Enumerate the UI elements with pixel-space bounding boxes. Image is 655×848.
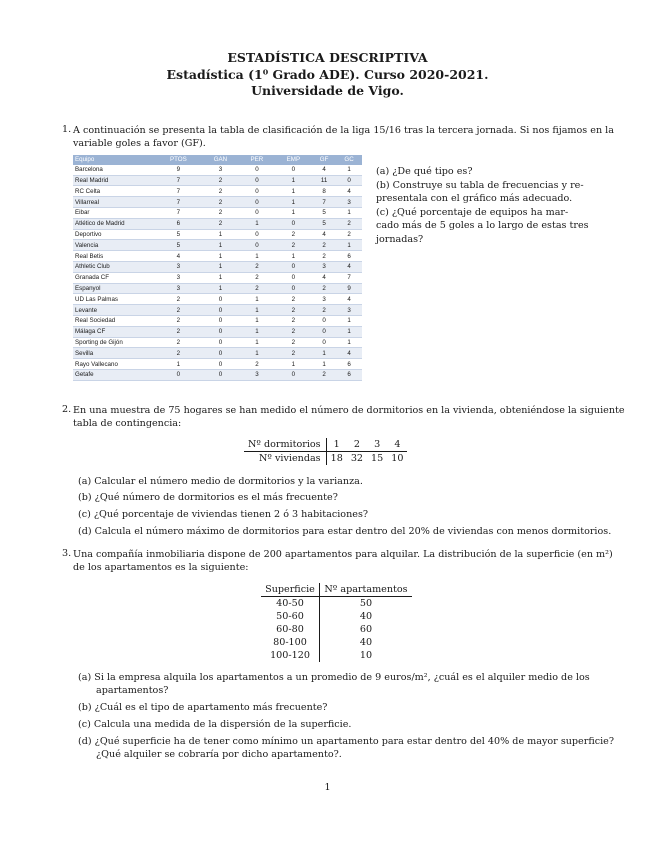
- stat-cell: 0: [239, 186, 275, 197]
- stat-cell: 0: [239, 197, 275, 208]
- header-cell: GC: [336, 155, 362, 165]
- stat-cell: 4: [155, 251, 202, 262]
- stat-cell: 4: [312, 165, 336, 175]
- stat-cell: 0: [202, 315, 239, 326]
- team-name-cell: Getafe: [73, 369, 155, 380]
- header-cell: PER: [239, 155, 275, 165]
- team-name-cell: Málaga CF: [73, 326, 155, 337]
- stat-cell: 2: [202, 197, 239, 208]
- stat-cell: 0: [202, 359, 239, 370]
- league-table-row: [73, 229, 362, 240]
- dormitorios-label: Nº dormitorios: [244, 438, 326, 452]
- stat-cell: 0: [275, 283, 312, 294]
- q3-option-a-line1: (a) Si la empresa alquila los apartamentos a un promedio de 9 euros/m², ¿cuál es el alquiler medio de los: [78, 672, 590, 683]
- stat-cell: 2: [336, 218, 362, 229]
- league-table-row: [73, 240, 362, 251]
- stat-cell: 1: [275, 207, 312, 218]
- stat-cell: 6: [336, 359, 362, 370]
- header-cell: EMP: [275, 155, 312, 165]
- stat-cell: 3: [155, 272, 202, 283]
- viviendas-label: Nº viviendas: [244, 452, 326, 466]
- q3-text-line1: Una compañía inmobiliaria dispone de 200 apartamentos para alquilar. La distribución de la superficie (en m²): [73, 549, 613, 560]
- stat-cell: 2: [155, 348, 202, 359]
- stat-cell: 1: [239, 305, 275, 316]
- stat-cell: 0: [202, 369, 239, 380]
- header-cell: GF: [312, 155, 336, 165]
- superficie-cell: 80-100: [261, 636, 320, 649]
- stat-cell: 2: [275, 326, 312, 337]
- stat-cell: 3: [239, 369, 275, 380]
- stat-cell: 2: [155, 326, 202, 337]
- dormitorios-table: [244, 438, 407, 465]
- team-name-cell: Villarreal: [73, 197, 155, 208]
- superficie-row: [261, 597, 412, 611]
- header-cell: Nº apartamentos: [320, 583, 413, 597]
- stat-cell: 1: [312, 359, 336, 370]
- viviendas-value: 10: [391, 453, 404, 464]
- stat-cell: 1: [275, 359, 312, 370]
- stat-cell: 2: [275, 348, 312, 359]
- q1-text-line2: variable goles a favor (GF).: [73, 138, 206, 149]
- stat-cell: 2: [239, 261, 275, 272]
- stat-cell: 1: [202, 240, 239, 251]
- stat-cell: 2: [275, 305, 312, 316]
- stat-cell: 2: [275, 315, 312, 326]
- apartamentos-cell: 60: [359, 624, 373, 635]
- team-name-cell: Eibar: [73, 207, 155, 218]
- league-table-row: [73, 359, 362, 370]
- stat-cell: 1: [239, 326, 275, 337]
- superficie-cell: 100-120: [261, 649, 320, 662]
- stat-cell: 5: [155, 240, 202, 251]
- stat-cell: 1: [202, 251, 239, 262]
- q1-option-c-line2: cado más de 5 goles a lo largo de estas tres: [376, 220, 589, 231]
- stat-cell: 2: [312, 251, 336, 262]
- stat-cell: 1: [336, 326, 362, 337]
- stat-cell: 4: [336, 186, 362, 197]
- stat-cell: 3: [336, 305, 362, 316]
- league-table-row: [73, 218, 362, 229]
- team-name-cell: Barcelona: [73, 165, 155, 175]
- stat-cell: 1: [202, 229, 239, 240]
- document-title: ESTADÍSTICA DESCRIPTIVA: [227, 50, 428, 65]
- league-table-row: [73, 337, 362, 348]
- viviendas-value: 15: [371, 453, 384, 464]
- page-number: 1: [324, 782, 331, 793]
- stat-cell: 4: [336, 261, 362, 272]
- league-table-row: [73, 283, 362, 294]
- league-table-row: [73, 315, 362, 326]
- team-name-cell: Valencia: [73, 240, 155, 251]
- viviendas-row: [244, 452, 407, 466]
- team-name-cell: Athletic Club: [73, 261, 155, 272]
- league-table-row: [73, 175, 362, 186]
- stat-cell: 1: [155, 359, 202, 370]
- league-table-row: [73, 165, 362, 175]
- stat-cell: 2: [202, 207, 239, 218]
- dormitorios-value: 3: [367, 438, 387, 452]
- q3-option-c: (c) Calcula una medida de la dispersión de la superficie.: [78, 719, 352, 730]
- q3-option-a-line2: apartamentos?: [96, 685, 169, 696]
- stat-cell: 1: [202, 272, 239, 283]
- stat-cell: 3: [155, 283, 202, 294]
- stat-cell: 0: [239, 175, 275, 186]
- q1-text-line1: A continuación se presenta la tabla de clasificación de la liga 15/16 tras la tercera jornada. Si nos fijamos en la: [73, 125, 614, 136]
- league-table-row: [73, 369, 362, 380]
- stat-cell: 2: [312, 369, 336, 380]
- stat-cell: 2: [202, 175, 239, 186]
- stat-cell: 2: [202, 218, 239, 229]
- league-table: [73, 155, 362, 381]
- stat-cell: 1: [239, 251, 275, 262]
- stat-cell: 7: [155, 197, 202, 208]
- q3-option-b: (b) ¿Cuál es el tipo de apartamento más frecuente?: [78, 702, 328, 713]
- league-table-row: [73, 272, 362, 283]
- stat-cell: 1: [239, 315, 275, 326]
- stat-cell: 11: [312, 175, 336, 186]
- dormitorios-value: 1: [326, 438, 347, 452]
- header-cell: GAN: [202, 155, 239, 165]
- team-name-cell: Real Sociedad: [73, 315, 155, 326]
- apartamentos-cell: 10: [359, 650, 373, 661]
- stat-cell: 0: [275, 261, 312, 272]
- stat-cell: 0: [336, 175, 362, 186]
- stat-cell: 3: [155, 261, 202, 272]
- q1-option-c-line1: (c) ¿Qué porcentaje de equipos ha mar-: [376, 206, 569, 218]
- stat-cell: 4: [336, 294, 362, 305]
- team-name-cell: Real Betis: [73, 251, 155, 262]
- stat-cell: 7: [155, 207, 202, 218]
- stat-cell: 0: [275, 272, 312, 283]
- league-table-row: [73, 197, 362, 208]
- apartamentos-cell: 40: [359, 611, 373, 622]
- q2-option-a: (a) Calcular el número medio de dormitorios y la varianza.: [78, 476, 363, 487]
- team-name-cell: RC Celta: [73, 186, 155, 197]
- stat-cell: 0: [202, 348, 239, 359]
- stat-cell: 1: [239, 337, 275, 348]
- stat-cell: 0: [202, 337, 239, 348]
- stat-cell: 2: [336, 229, 362, 240]
- stat-cell: 0: [312, 326, 336, 337]
- superficie-cell: 50-60: [261, 610, 320, 623]
- q3-option-d-line2: ¿Qué alquiler se cobraría por dicho apartamento?.: [96, 749, 342, 760]
- stat-cell: 7: [155, 186, 202, 197]
- superficie-cell: 60-80: [261, 623, 320, 636]
- stat-cell: 4: [312, 272, 336, 283]
- stat-cell: 2: [155, 305, 202, 316]
- stat-cell: 0: [239, 207, 275, 218]
- stat-cell: 0: [312, 315, 336, 326]
- q1-options: [376, 165, 606, 246]
- dormitorios-value: 4: [387, 438, 407, 452]
- viviendas-value: 32: [350, 453, 364, 464]
- q3-number: 3.: [62, 548, 72, 559]
- superficie-header: [261, 583, 412, 597]
- stat-cell: 9: [155, 165, 202, 175]
- team-name-cell: Atlético de Madrid: [73, 218, 155, 229]
- stat-cell: 2: [275, 240, 312, 251]
- stat-cell: 2: [239, 359, 275, 370]
- stat-cell: 7: [336, 272, 362, 283]
- stat-cell: 1: [312, 348, 336, 359]
- stat-cell: 2: [239, 283, 275, 294]
- stat-cell: 3: [202, 165, 239, 175]
- stat-cell: 0: [202, 294, 239, 305]
- superficie-table: [261, 583, 412, 662]
- stat-cell: 1: [336, 165, 362, 175]
- stat-cell: 9: [336, 283, 362, 294]
- stat-cell: 2: [239, 272, 275, 283]
- stat-cell: 0: [312, 337, 336, 348]
- stat-cell: 1: [202, 261, 239, 272]
- league-table-header: [73, 155, 362, 165]
- stat-cell: 2: [312, 240, 336, 251]
- league-table-row: [73, 261, 362, 272]
- stat-cell: 6: [155, 218, 202, 229]
- league-table-row: [73, 251, 362, 262]
- dormitorios-value: 2: [347, 438, 367, 452]
- stat-cell: 3: [336, 197, 362, 208]
- q2-option-c: (c) ¿Qué porcentaje de viviendas tienen 2 ó 3 habitaciones?: [78, 509, 369, 520]
- stat-cell: 0: [202, 326, 239, 337]
- stat-cell: 2: [312, 283, 336, 294]
- stat-cell: 7: [155, 175, 202, 186]
- stat-cell: 5: [312, 207, 336, 218]
- team-name-cell: Sevilla: [73, 348, 155, 359]
- team-name-cell: UD Las Palmas: [73, 294, 155, 305]
- stat-cell: 0: [239, 229, 275, 240]
- stat-cell: 1: [275, 186, 312, 197]
- stat-cell: 0: [155, 369, 202, 380]
- stat-cell: 8: [312, 186, 336, 197]
- q2-text-line1: En una muestra de 75 hogares se han medido el número de dormitorios en la vivienda, obteniéndose la siguiente: [73, 405, 625, 416]
- league-table-row: [73, 348, 362, 359]
- stat-cell: 5: [312, 218, 336, 229]
- q1-option-b-line2: presentala con el gráfico más adecuado.: [376, 193, 573, 204]
- stat-cell: 5: [155, 229, 202, 240]
- team-name-cell: Levante: [73, 305, 155, 316]
- stat-cell: 0: [275, 165, 312, 175]
- apartamentos-cell: 50: [359, 598, 373, 609]
- q1-number: 1.: [62, 124, 72, 135]
- stat-cell: 0: [239, 165, 275, 175]
- team-name-cell: Rayo Vallecano: [73, 359, 155, 370]
- stat-cell: 6: [336, 251, 362, 262]
- team-name-cell: Real Madrid: [73, 175, 155, 186]
- stat-cell: 4: [336, 348, 362, 359]
- stat-cell: 2: [155, 337, 202, 348]
- superficie-cell: 40-50: [261, 597, 320, 611]
- stat-cell: 1: [275, 251, 312, 262]
- stat-cell: 1: [275, 175, 312, 186]
- stat-cell: 6: [336, 369, 362, 380]
- superficie-row: [261, 636, 412, 649]
- q1-option-b-line1: (b) Construye su tabla de frecuencias y re-: [376, 179, 584, 191]
- dormitorios-row: [244, 438, 407, 452]
- stat-cell: 2: [312, 305, 336, 316]
- q1-option-a: (a) ¿De qué tipo es?: [376, 166, 473, 177]
- q3-text-line2: de los apartamentos es la siguiente:: [73, 562, 249, 573]
- league-table-row: [73, 207, 362, 218]
- stat-cell: 1: [336, 337, 362, 348]
- league-table-row: [73, 294, 362, 305]
- q2-number: 2.: [62, 404, 72, 415]
- stat-cell: 1: [336, 240, 362, 251]
- superficie-row: [261, 610, 412, 623]
- q2-text-line2: tabla de contingencia:: [73, 418, 182, 429]
- stat-cell: 1: [239, 294, 275, 305]
- stat-cell: 7: [312, 197, 336, 208]
- stat-cell: 2: [155, 294, 202, 305]
- header-cell: Equipo: [73, 155, 155, 165]
- superficie-row: [261, 649, 412, 662]
- league-table-row: [73, 305, 362, 316]
- team-name-cell: Espanyol: [73, 283, 155, 294]
- team-name-cell: Sporting de Gijón: [73, 337, 155, 348]
- header-cell: PTOS: [155, 155, 202, 165]
- viviendas-value: 18: [330, 453, 343, 464]
- stat-cell: 1: [239, 218, 275, 229]
- stat-cell: 1: [336, 315, 362, 326]
- team-name-cell: Granada CF: [73, 272, 155, 283]
- league-table-row: [73, 186, 362, 197]
- stat-cell: 0: [239, 240, 275, 251]
- stat-cell: 2: [275, 337, 312, 348]
- q3-option-d-line1: (d) ¿Qué superficie ha de tener como mínimo un apartamento para estar dentro del 40% de mayor superficie?: [78, 736, 614, 747]
- stat-cell: 1: [275, 197, 312, 208]
- stat-cell: 2: [202, 186, 239, 197]
- university-name: Universidade de Vigo.: [251, 83, 404, 98]
- stat-cell: 0: [275, 369, 312, 380]
- stat-cell: 2: [275, 294, 312, 305]
- q2-option-d: (d) Calcula el número máximo de dormitorios para estar dentro del 20% de viviendas con menos dormitorios.: [78, 526, 612, 537]
- apartamentos-cell: 40: [359, 637, 373, 648]
- stat-cell: 4: [312, 229, 336, 240]
- course-subtitle: Estadística (1⁰ Grado ADE). Curso 2020-2021.: [166, 67, 489, 82]
- stat-cell: 1: [202, 283, 239, 294]
- stat-cell: 1: [336, 207, 362, 218]
- stat-cell: 2: [275, 229, 312, 240]
- stat-cell: 1: [239, 348, 275, 359]
- stat-cell: 3: [312, 294, 336, 305]
- header-cell: Superficie: [261, 583, 320, 597]
- team-name-cell: Deportivo: [73, 229, 155, 240]
- q1-option-c-line3: jornadas?: [376, 233, 424, 245]
- stat-cell: 3: [312, 261, 336, 272]
- stat-cell: 2: [155, 315, 202, 326]
- stat-cell: 0: [202, 305, 239, 316]
- stat-cell: 0: [275, 218, 312, 229]
- league-table-row: [73, 326, 362, 337]
- superficie-row: [261, 623, 412, 636]
- q2-option-b: (b) ¿Qué número de dormitorios es el más frecuente?: [78, 492, 338, 503]
